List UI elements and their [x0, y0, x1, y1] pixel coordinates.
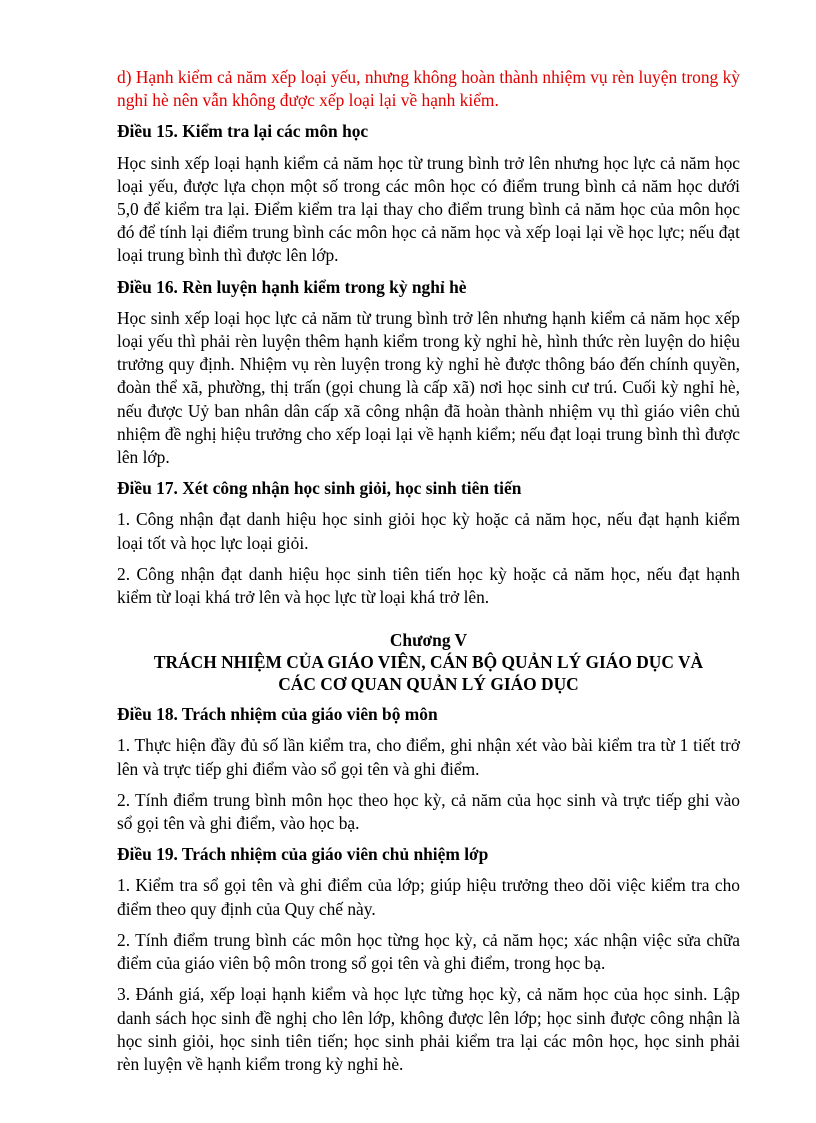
- chapter-title-line-2: CÁC CƠ QUAN QUẢN LÝ GIÁO DỤC: [278, 674, 579, 695]
- article-17-paragraph-2: 2. Công nhận đạt danh hiệu học sinh tiên tiến học kỳ hoặc cả năm học, nếu đạt hạnh kiểm từ loại khá trở lên và học lực từ loại khá trở lên.: [117, 563, 740, 608]
- article-18-paragraph-2: 2. Tính điểm trung bình môn học theo học kỳ, cả năm của học sinh và trực tiếp ghi vào sổ gọi tên và ghi điểm, vào học bạ.: [117, 789, 740, 834]
- article-19-heading: Điều 19. Trách nhiệm của giáo viên chủ nhiệm lớp: [117, 844, 489, 865]
- article-16-paragraph-1: Học sinh xếp loại học lực cả năm từ trung bình trở lên nhưng hạnh kiểm cả năm học xếp loại yếu thì phải rèn luyện thêm hạnh kiểm trong kỳ nghỉ hè, hình thức rèn luyện do hiệu trưởng quy định. Nhiệm vụ rèn luyện trong kỳ nghỉ hè được thông báo đến chính quyền, đoàn thể xã, phường, thị trấn (gọi chung là cấp xã) nơi học sinh cư trú. Cuối kỳ nghỉ hè, nếu được Uỷ ban nhân dân cấp xã công nhận đã hoàn thành nhiệm vụ thì giáo viên chủ nhiệm đề nghị hiệu trưởng cho xếp loại lại về hạnh kiểm; nếu đạt loại trung bình thì được lên lớp.: [117, 307, 740, 468]
- chapter-title-line-1: TRÁCH NHIỆM CỦA GIÁO VIÊN, CÁN BỘ QUẢN LÝ GIÁO DỤC VÀ: [153, 652, 704, 673]
- article-17-paragraph-1: 1. Công nhận đạt danh hiệu học sinh giỏi học kỳ hoặc cả năm học, nếu đạt hạnh kiểm loại tốt và học lực loại giỏi.: [117, 509, 740, 553]
- article-19-paragraph-3: 3. Đánh giá, xếp loại hạnh kiểm và học lực từng học kỳ, cả năm học của học sinh. Lập danh sách học sinh đề nghị cho lên lớp, không được lên lớp; học sinh được công nhận là học sinh giỏi, học sinh tiên tiến; học sinh phải kiểm tra lại các môn học, học sinh phải rèn luyện về hạnh kiểm trong kỳ nghỉ hè.: [117, 984, 740, 1074]
- article-19-paragraph-1: 1. Kiểm tra sổ gọi tên và ghi điểm của lớp; giúp hiệu trưởng theo dõi việc kiểm tra cho điểm theo quy định của Quy chế này.: [117, 875, 740, 919]
- article-15-paragraph-1: Học sinh xếp loại hạnh kiểm cả năm học từ trung bình trở lên nhưng học lực cả năm học loại yếu, được lựa chọn một số trong các môn học có điểm trung bình cả năm học dưới 5,0 để kiểm tra lại. Điểm kiểm tra lại thay cho điểm trung bình cả năm học của môn học đó để tính lại điểm trung bình các môn học cả năm học và xếp loại lại về học lực; nếu đạt loại trung bình thì được lên lớp.: [117, 152, 740, 266]
- intro-clause-d: d) Hạnh kiểm cả năm xếp loại yếu, nhưng không hoàn thành nhiệm vụ rèn luyện trong kỳ nghỉ hè nên vẫn không được xếp loại lại về hạnh kiểm.: [117, 67, 740, 111]
- document-page: [117, 66, 740, 1084]
- chapter-number: Chương V: [389, 630, 468, 651]
- article-15-heading: Điều 15. Kiểm tra lại các môn học: [117, 121, 369, 142]
- article-18-paragraph-1: 1. Thực hiện đầy đủ số lần kiểm tra, cho điểm, ghi nhận xét vào bài kiểm tra từ 1 tiết trở lên và trực tiếp ghi điểm vào sổ gọi tên và ghi điểm.: [117, 735, 740, 779]
- article-19-paragraph-2: 2. Tính điểm trung bình các môn học từng học kỳ, cả năm học; xác nhận việc sửa chữa điểm của giáo viên bộ môn trong sổ gọi tên và ghi điểm, trong học bạ.: [117, 929, 740, 974]
- chapter-heading: [117, 629, 740, 695]
- article-16-heading: Điều 16. Rèn luyện hạnh kiểm trong kỳ nghỉ hè: [117, 276, 467, 297]
- article-17-heading: Điều 17. Xét công nhận học sinh giỏi, học sinh tiên tiến: [117, 478, 522, 499]
- article-18-heading: Điều 18. Trách nhiệm của giáo viên bộ môn: [117, 704, 438, 725]
